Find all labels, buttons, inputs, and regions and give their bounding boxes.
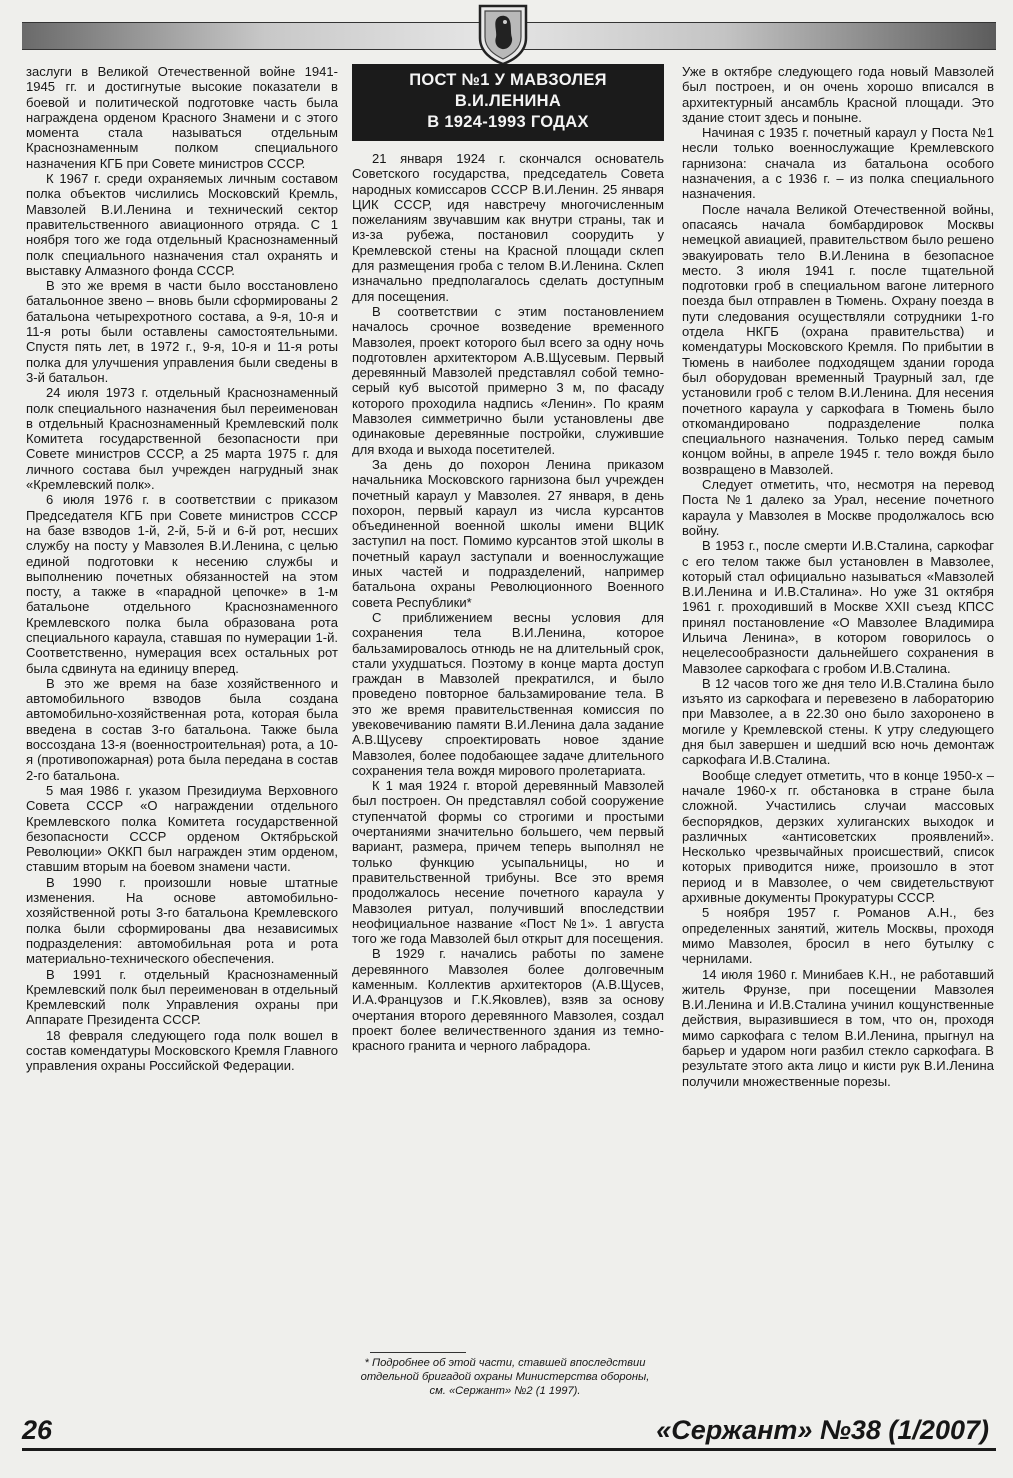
shield-emblem-icon (476, 2, 530, 66)
paragraph: В это же время на базе хозяйственного и автомобильного взводов была создана автомобильно-хозяйственная рота, которая была введена в состав 3-го батальона. Также была воссоздана 13-я (военностроительная) рота, а 10-я (противопожарная) рота была передана в состав 2-го батальона. (26, 675, 338, 783)
article-title (352, 64, 664, 141)
paragraph: 21 января 1924 г. скончался основатель Советского государства, председатель Совета народных комиссаров СССР В.И.Ленин. 25 января ЦИК СССР, идя навстречу многочисленным пожеланиям звучавшим как внутри страны, так и из-за рубежа, постановил соорудить у Кремлевской стены на Красной площади склеп для размещения гроба с телом В.И.Ленина. Склеп изначально предполагалось сделать доступным для посещения. (352, 151, 664, 304)
column-middle (352, 64, 664, 1054)
paragraph: заслуги в Великой Отечественной войне 1941-1945 гг. и достигнутые высокие показатели в боевой и политической подготовке часть была награждена орденом Красного Знамени и с этого момента стала называться отдельным Краснознаменным полком специального назначения КГБ при Совете министров СССР. (26, 64, 338, 171)
column-left (26, 64, 338, 1074)
paragraph: Вообще следует отметить, что в конце 1950-х – начале 1960-х гг. обстановка в стране была сложной. Участились случаи массовых беспорядков, дерзких хулиганских выходок и различных «антисоветских проявлений». Несколько чрезвычайных происшествий, список которых приводится ниже, произошло в этот период и в Мавзолее, о чем свидетельствуют архивные документы Прокуратуры СССР. (682, 767, 994, 906)
paragraph: В 1990 г. произошли новые штатные изменения. На основе автомобильно-хозяйственной роты 3-го батальона Кремлевского полка были сформированы два независимых подразделения: автомобильная рота и рота материально-технического обеспечения. (26, 874, 338, 967)
paragraph: В 1991 г. отдельный Краснознаменный Кремлевский полк был переименован в отдельный Кремлевский полк Управления охраны при Аппарате Президента СССР. (26, 966, 338, 1028)
paragraph: Начиная с 1935 г. почетный караул у Поста №1 несли только военнослужащие Кремлевского гарнизона: сначала из батальона особого назначения, а с 1936 г. – из полка специального назначения. (682, 125, 994, 202)
paragraph: 24 июля 1973 г. отдельный Краснознаменный полк специального назначения был переименован в отдельный Краснознаменный Кремлевский полк Комитета государственной безопасности при Совете министров СССР, а 25 марта 1975 г. для личного состава был учрежден нагрудный знак «Кремлевский полк». (26, 385, 338, 493)
footnote: * Подробнее об этой части, ставшей впоследствии отдельной бригадой охраны Министерства обороны, см. «Сержант» №2 (1 1997). (360, 1357, 650, 1397)
paragraph: К 1967 г. среди охраняемых личным составом полка объектов числились Московский Кремль, Мавзолей В.И.Ленина и технический сектор правительственного авиационного отряда. С 1 ноября того же года отдельный Краснознаменный полк специального назначения стал охранять и выставку Алмазного фонда СССР. (26, 171, 338, 278)
page-number: 26 (22, 1415, 53, 1445)
paragraph: После начала Великой Отечественной войны, опасаясь начала бомбардировок Москвы немецкой авиацией, правительством было решено эвакуировать тело В.И.Ленина в безопасное место. 3 июля 1941 г. после тщательной подготовки гроб в специальном вагоне литерного поезда был отправлен в Тюмень. Охрану поезда в пути следования осуществляли сотрудники 1-го отдела НКГБ (охрана правительства) и комендатуры Московского Кремля. По прибытии в Тюмень в наиболее подходящем здании города был оборудован временный Траурный зал, где установили гроб с телом В.И.Ленина. Для несения почетного караула у саркофага в Тюмень было откомандировано подразделение полка специального назначения. Только перед самым концом войны, в апреле 1945 г. тело вождя было возвращено в Мавзолей. (682, 201, 994, 477)
paragraph: За день до похорон Ленина приказом начальника Московского гарнизона был учрежден почетный караул у Мавзолея. 27 января, в день похорон, первый караул из числа курсантов объединенной военной школы имени ВЦИК заступил на пост. Помимо курсантов этой школы в почетный караул заступали и военнослужащие иных частей и подразделений, например батальона охраны Революционного Военного совета Республики* (352, 456, 664, 610)
footer-rule (22, 1448, 996, 1451)
footnote-divider (370, 1352, 466, 1353)
paragraph: В это же время в части было восстановлено батальонное звено – вновь были сформированы 2 батальона четырехротного состава, а 9-я, 10-я и 11-я роты были оставлены самостоятельными. Спустя пять лет, в 1972 г., 9-я, 10-я и 11-я роты полка для улучшения управления были сведены в 3-й батальон. (26, 278, 338, 385)
paragraph: Уже в октябре следующего года новый Мавзолей был построен, и он очень хорошо вписался в архитектурный ансамбль Красной площади. Это здание стоит здесь и поныне. (682, 64, 994, 125)
paragraph: В 1953 г., после смерти И.В.Сталина, саркофаг с его телом также был установлен в Мавзолее, который стал официально называться «Мавзолей В.И.Ленина и И.В.Сталина». Но уже 31 октября 1961 г. проходивший в Москве XXII съезд КПСС принял постановление «О Мавзолее Владимира Ильича Ленина», в котором говорилось о нецелесообразности дальнейшего сохранения в Мавзолее саркофага с гробом И.В.Сталина. (682, 538, 994, 676)
magazine-issue: «Сержант» №38 (1/2007) (656, 1415, 989, 1445)
paragraph: В 12 часов того же дня тело И.В.Сталина было изъято из саркофага и перевезено в лабораторию при Мавзолее, а в 22.30 оно было захоронено в могиле у Кремлевской стены. К утру следующего дня был завершен и шедший всю ночь демонтаж саркофага И.В.Сталина. (682, 675, 994, 768)
title-line: ПОСТ №1 У МАВЗОЛЕЯ (409, 71, 607, 89)
title-line: В.И.ЛЕНИНА (454, 92, 562, 110)
title-line: В 1924-1993 ГОДАХ (427, 113, 589, 131)
paragraph: 5 мая 1986 г. указом Президиума Верховного Совета СССР «О награждении отдельного Кремлевского полка Комитета государственной безопасности СССР орденом Октябрьской Революции» ОККП был награжден этим орденом, ставшим вторым на боевом знамени части. (26, 782, 338, 875)
paragraph: С приближением весны условия для сохранения тела В.И.Ленина, которое бальзамировалось отнюдь не на длительный срок, стали ухудшаться. Поэтому в конце марта доступ граждан в Мавзолей прекратился, и было проведено повторное бальзамирование тела. В это же время правительственная комиссия по увековечиванию памяти В.И.Ленина дала задание А.В.Щусеву спроектировать новое здание Мавзолея, более подобающее задаче длительного сохранения тела вождя мирового пролетариата. (352, 609, 664, 778)
paragraph: 14 июля 1960 г. Минибаев К.Н., не работавший житель Фрунзе, при посещении Мавзолея В.И.Ленина и И.В.Сталина учинил кощунственные действия, выразившиеся в том, что он, проходя мимо саркофага с телом В.И.Ленина, прыгнул на барьер и ударом ноги разбил стекло саркофага. В результате этого акта лицо и кисти рук В.И.Ленина получили множественные порезы. (682, 966, 994, 1089)
paragraph: В 1929 г. начались работы по замене деревянного Мавзолея более долговечным каменным. Коллектив архитекторов (А.В.Щусев, И.А.Французов и Г.К.Яковлев), взяв за основу очертания второго деревянного Мавзолея, создал проект более величественного здания из темно-красного гранита и черного лабрадора. (352, 946, 664, 1054)
paragraph: В соответствии с этим постановлением началось срочное возведение временного Мавзолея, проект которого был всего за одну ночь подготовлен архитектором А.В.Щусевым. Первый деревянный Мавзолей представлял собой темно-серый куб высотой примерно 3 м, по фасаду которого проходила надпись «Ленин». По краям Мавзолея симметрично были установлены две одинаковые деревянные постройки, служившие для входа и выхода посетителей. (352, 303, 664, 457)
column-right (682, 64, 994, 1089)
paragraph: Следует отметить, что, несмотря на перевод Поста №1 далеко за Урал, несение почетного караула у Мавзолея в Москве продолжалось всю войну. (682, 477, 994, 538)
paragraph: К 1 мая 1924 г. второй деревянный Мавзолей был построен. Он представлял собой сооружение ступенчатой формы со строгими и простыми очертаниями значительно большего, чем первый вариант, размера, причем теперь выполнял не только функцию усыпальницы, но и правительственной трибуны. Все это время продолжалось несение почетного караула у Мавзолея ритуал, получивший впоследствии неофициальное название «Пост №1». 1 августа того же года Мавзолей был открыт для посещения. (352, 778, 664, 947)
paragraph: 18 февраля следующего года полк вошел в состав комендатуры Московского Кремля Главного управления охраны Российской Федерации. (26, 1027, 338, 1074)
paragraph: 6 июля 1976 г. в соответствии с приказом Председателя КГБ при Совете министров СССР на базе взводов 1-й, 2-й, 5-й и 6-й рот, несших службу на посту у Мавзолея В.И.Ленина, с целью единой подготовки к несению службы и выполнению почетных обязанностей на этом посту, а также в «парадной цепочке» в 1-м батальоне отдельного Краснознаменного Кремлевского полка была образована рота специального караула, ставшая по нумерации 1-й. Соответственно, нумерация всех остальных рот была сдвинута на единицу вперед. (26, 492, 338, 676)
paragraph: 5 ноября 1957 г. Романов А.Н., без определенных занятий, житель Москвы, проходя мимо Мавзолея, бросил в него бутылку с чернилами. (682, 905, 994, 967)
